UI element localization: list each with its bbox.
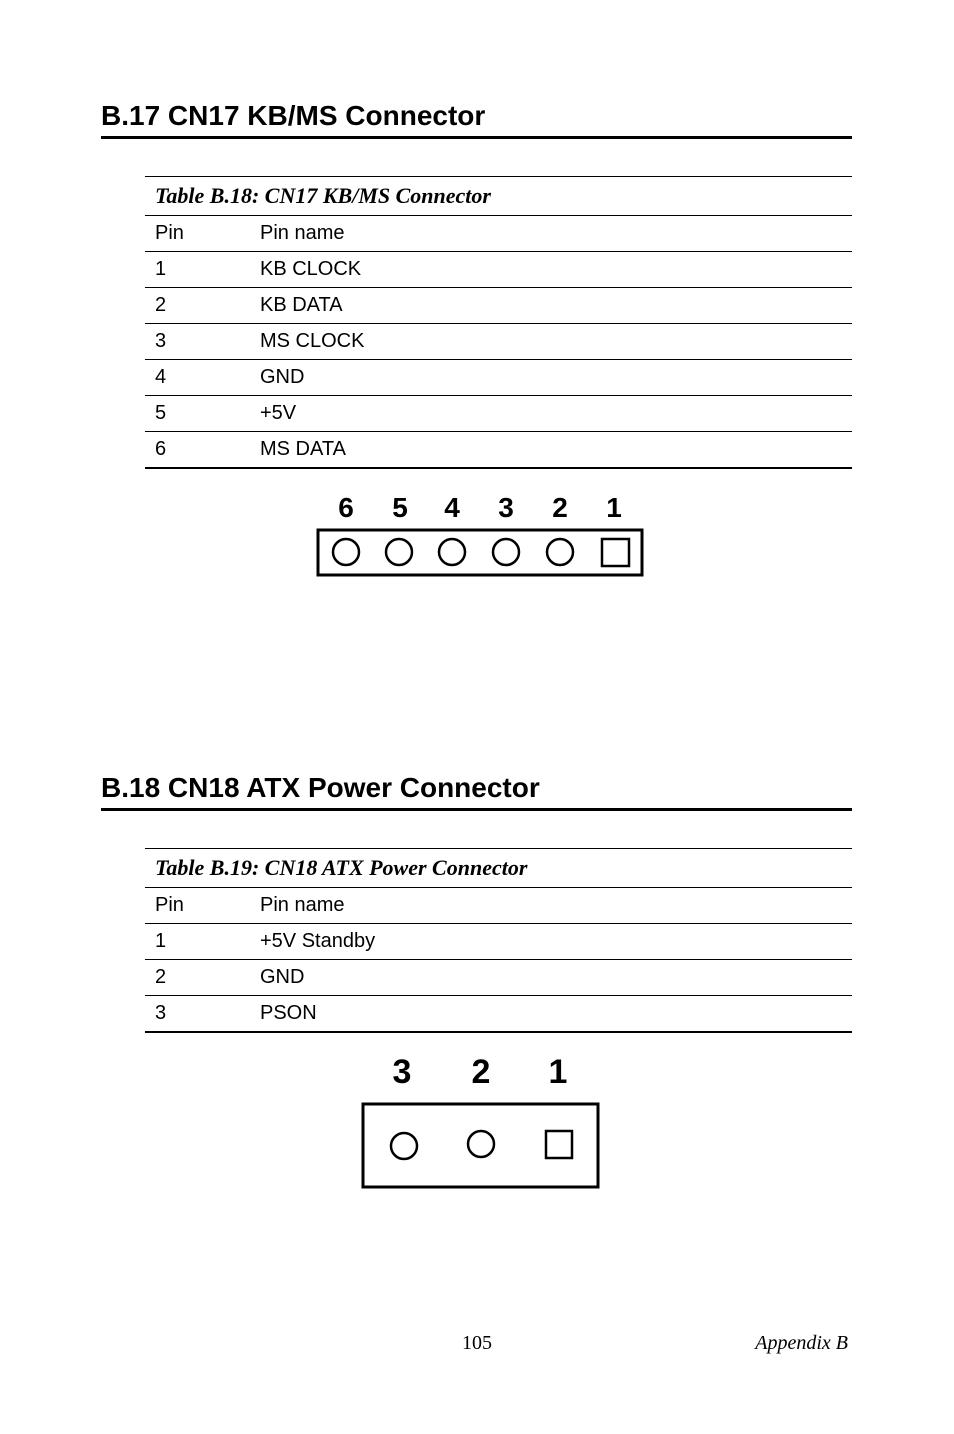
header-pin-name: Pin name bbox=[250, 216, 852, 252]
pin-number: 1 bbox=[145, 252, 250, 288]
pin-number: 2 bbox=[145, 288, 250, 324]
round-pin bbox=[468, 1131, 494, 1157]
pin-label: 2 bbox=[471, 1053, 491, 1091]
round-pin bbox=[547, 539, 573, 565]
table-row bbox=[145, 996, 852, 1033]
round-pin bbox=[333, 539, 359, 565]
table-header-row bbox=[145, 888, 852, 924]
pin-label: 4 bbox=[444, 492, 460, 523]
cn17-connector-diagram bbox=[318, 492, 642, 575]
pin-label: 2 bbox=[552, 492, 568, 523]
pin-name: +5V Standby bbox=[250, 924, 852, 960]
page-number: 105 bbox=[462, 1332, 492, 1354]
pin-number: 1 bbox=[145, 924, 250, 960]
connector-housing bbox=[363, 1104, 598, 1187]
pin-number: 3 bbox=[145, 324, 250, 360]
pin-name: MS CLOCK bbox=[250, 324, 852, 360]
pin-number: 4 bbox=[145, 360, 250, 396]
square-pin bbox=[546, 1131, 572, 1158]
square-pin bbox=[602, 539, 629, 566]
round-pin bbox=[439, 539, 465, 565]
pin-label: 3 bbox=[392, 1053, 412, 1091]
pin-name: KB DATA bbox=[250, 288, 852, 324]
pin-name: KB CLOCK bbox=[250, 252, 852, 288]
pin-name: GND bbox=[250, 360, 852, 396]
header-pin: Pin bbox=[145, 216, 250, 252]
pin-name: GND bbox=[250, 960, 852, 996]
table-row bbox=[145, 960, 852, 996]
pin-name: MS DATA bbox=[250, 432, 852, 469]
connector-housing bbox=[318, 530, 642, 575]
table-row bbox=[145, 924, 852, 960]
header-pin: Pin bbox=[145, 888, 250, 924]
pin-label: 1 bbox=[548, 1053, 568, 1091]
pin-label: 1 bbox=[606, 492, 622, 523]
pin-number: 3 bbox=[145, 996, 250, 1033]
pin-number: 2 bbox=[145, 960, 250, 996]
pin-name: +5V bbox=[250, 396, 852, 432]
pin-label: 3 bbox=[498, 492, 514, 523]
cn18-connector-diagram bbox=[363, 1053, 598, 1187]
pin-name: PSON bbox=[250, 996, 852, 1033]
pin-label: 5 bbox=[392, 492, 408, 523]
footer-appendix-label: Appendix B bbox=[755, 1332, 848, 1354]
table-caption: Table B.19: CN18 ATX Power Connector bbox=[145, 848, 852, 888]
section-heading-b17: B.17 CN17 KB/MS Connector bbox=[101, 100, 852, 139]
pin-number: 5 bbox=[145, 396, 250, 432]
round-pin bbox=[386, 539, 412, 565]
round-pin bbox=[493, 539, 519, 565]
round-pin bbox=[391, 1133, 417, 1159]
section-heading-b18: B.18 CN18 ATX Power Connector bbox=[101, 772, 852, 811]
table-caption: Table B.18: CN17 KB/MS Connector bbox=[145, 176, 852, 216]
header-pin-name: Pin name bbox=[250, 888, 852, 924]
pin-label: 6 bbox=[338, 492, 354, 523]
table-b19 bbox=[145, 848, 852, 1033]
pin-number: 6 bbox=[145, 432, 250, 469]
